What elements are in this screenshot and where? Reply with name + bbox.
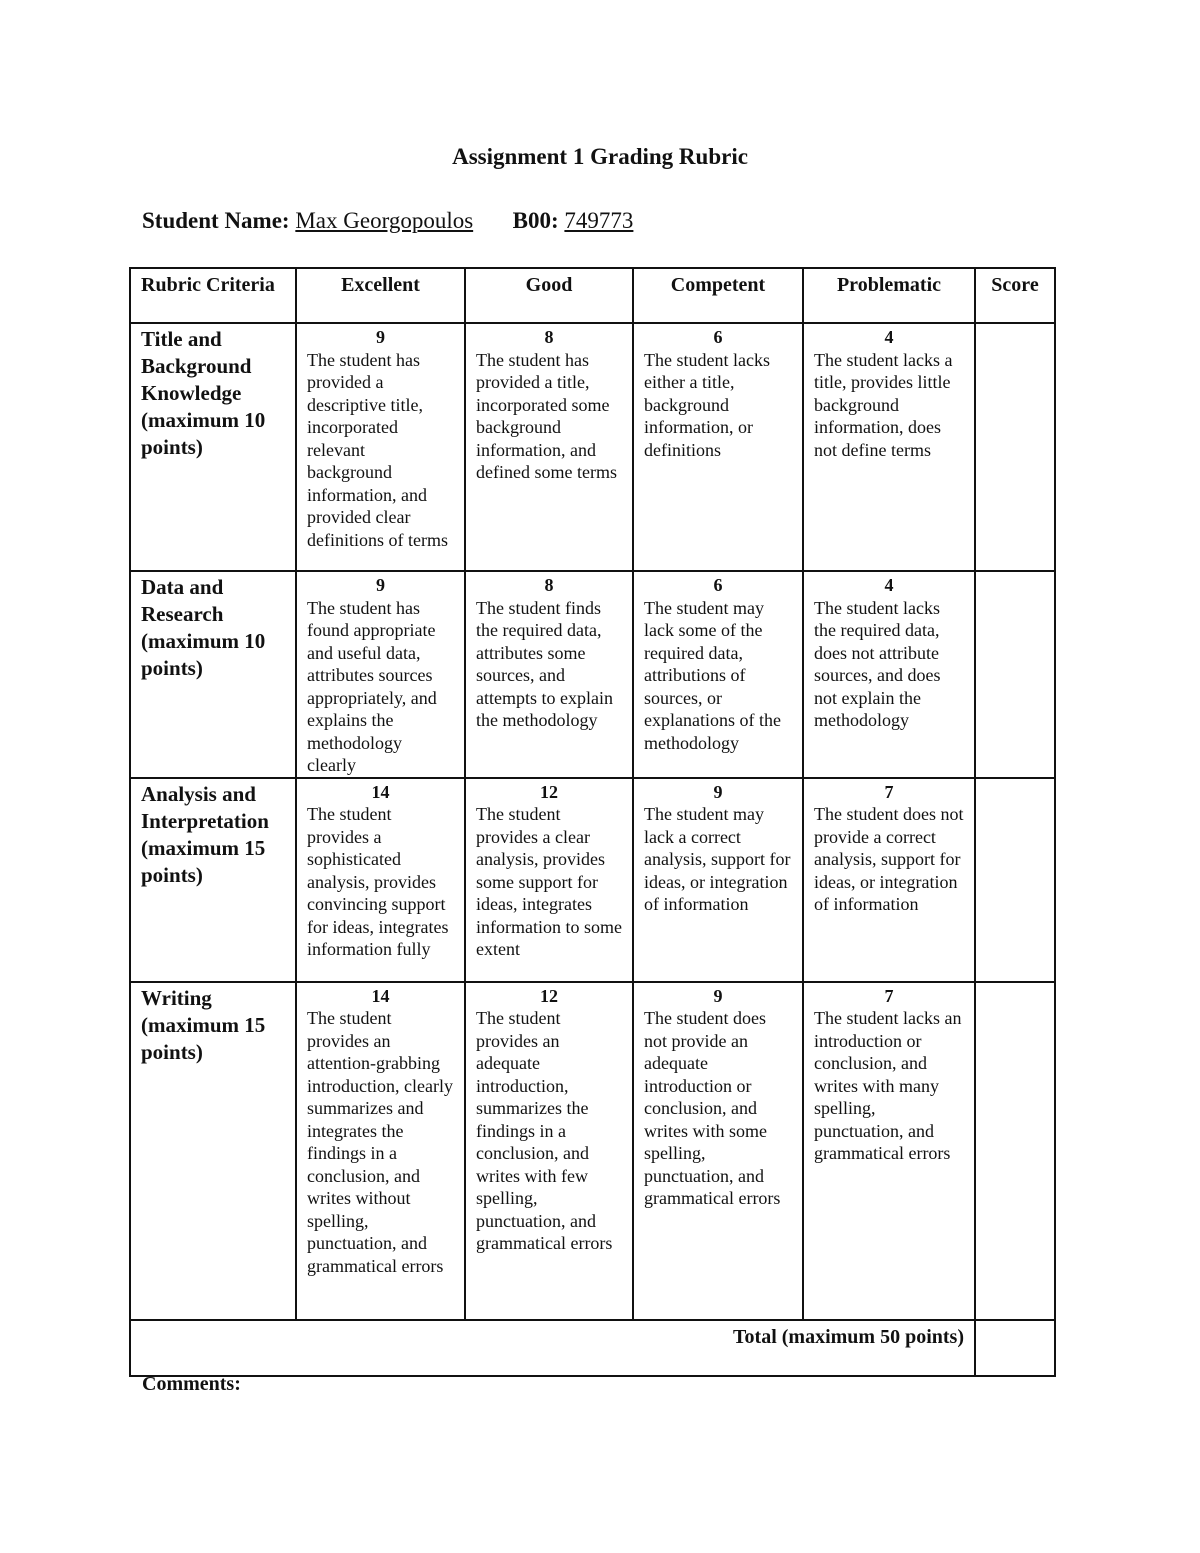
- rating-points: 7: [884, 781, 894, 802]
- table-row: [130, 571, 1055, 778]
- rating-points: 14: [371, 781, 390, 802]
- rating-description: The student has provided a descriptive title, incorporated relevant background information, and provided clear definitions of terms: [307, 349, 448, 550]
- rating-description: The student may lack some of the required data, attributions of sources, or explanations of the methodology: [644, 597, 781, 753]
- rating-description: The student lacks a title, provides little background information, does not define terms: [814, 349, 953, 460]
- rubric-table: [129, 267, 1056, 1377]
- score-cell[interactable]: [975, 571, 1055, 778]
- rating-points: 12: [540, 781, 558, 802]
- rating-cell: [803, 982, 975, 1320]
- rating-points: 4: [884, 327, 894, 347]
- student-info-line: [142, 206, 633, 236]
- rating-cell: [633, 571, 803, 778]
- rating-points: 9: [713, 985, 723, 1006]
- total-label: Total (maximum 50 points): [130, 1320, 975, 1376]
- comments-label: Comments:: [142, 1373, 241, 1395]
- page-title: Assignment 1 Grading Rubric: [452, 144, 748, 169]
- header-score: Score: [975, 268, 1055, 323]
- rating-description: The student provides an attention-grabbing introduction, clearly summarizes and integrates the findings in a conclusion, and writes without spelling, punctuation, and grammatical errors: [307, 1008, 453, 1276]
- table-row: [130, 982, 1055, 1320]
- rating-description: The student provides a sophisticated analysis, provides convincing support for ideas, integrates information fully: [307, 804, 449, 959]
- rating-points: 14: [371, 985, 390, 1006]
- rating-cell: [465, 323, 633, 571]
- rating-description: The student provides a clear analysis, provides some support for ideas, integrates information to some extent: [476, 804, 622, 959]
- rating-cell: [803, 323, 975, 571]
- rating-description: The student may lack a correct analysis, support for ideas, or integration of information: [644, 804, 791, 914]
- rating-cell: [296, 982, 465, 1320]
- rating-points: 6: [713, 327, 723, 347]
- table-row: [130, 778, 1055, 982]
- rating-description: The student does not provide an adequate introduction or conclusion, and writes with some spelling, punctuation, and grammatical errors: [644, 1008, 781, 1208]
- total-row: [130, 1320, 1055, 1376]
- student-name-value: Max Georgopoulos: [295, 208, 474, 233]
- header-rubric-criteria: Rubric Criteria: [130, 268, 296, 323]
- header-good: Good: [465, 268, 633, 323]
- rating-description: The student lacks either a title, background information, or definitions: [644, 349, 770, 460]
- header-competent: Competent: [633, 268, 803, 323]
- rating-points: 12: [540, 985, 558, 1006]
- rating-description: The student provides an adequate introduction, summarizes the findings in a conclusion, and writes with few spelling, punctuation, and grammatical errors: [476, 1008, 613, 1253]
- student-id-label: B00:: [512, 208, 559, 233]
- criterion-data-research: Data and Research (maximum 10 points): [130, 571, 296, 778]
- rating-points: 8: [544, 575, 554, 595]
- rating-points: 8: [544, 327, 554, 347]
- rating-points: 7: [884, 985, 894, 1006]
- rating-description: The student lacks an introduction or conclusion, and writes with many spelling, punctuation, and grammatical errors: [814, 1008, 962, 1163]
- rating-description: The student finds the required data, attributes some sources, and attempts to explain the methodology: [476, 597, 613, 730]
- student-id-value: 749773: [564, 208, 634, 233]
- rating-cell: [465, 778, 633, 982]
- score-cell[interactable]: [975, 323, 1055, 571]
- rating-cell: [633, 323, 803, 571]
- rating-cell: [296, 571, 465, 778]
- rating-cell: [803, 778, 975, 982]
- criterion-analysis-interpretation: Analysis and Interpretation (maximum 15 points): [130, 778, 296, 982]
- score-cell[interactable]: [975, 778, 1055, 982]
- rating-cell: [633, 778, 803, 982]
- rating-description: The student has found appropriate and useful data, attributes sources appropriately, and explains the methodology clearly: [307, 597, 437, 775]
- rating-points: 6: [713, 575, 723, 595]
- rating-description: The student lacks the required data, does not attribute sources, and does not explain the methodology: [814, 597, 941, 730]
- rating-description: The student does not provide a correct analysis, support for ideas, or integration of information: [814, 804, 964, 914]
- criterion-title-background: Title and Background Knowledge (maximum 10 points): [130, 323, 296, 571]
- header-excellent: Excellent: [296, 268, 465, 323]
- rating-cell: [296, 778, 465, 982]
- rating-points: 4: [884, 575, 894, 595]
- rating-cell: [296, 323, 465, 571]
- total-score-cell[interactable]: [975, 1320, 1055, 1376]
- rating-cell: [633, 982, 803, 1320]
- rating-cell: [465, 571, 633, 778]
- rating-points: 9: [376, 575, 385, 595]
- rating-description: The student has provided a title, incorporated some background information, and defined some terms: [476, 349, 617, 482]
- table-header-row: [130, 268, 1055, 323]
- rating-cell: [803, 571, 975, 778]
- rating-points: 9: [376, 327, 385, 347]
- rating-cell: [465, 982, 633, 1320]
- criterion-writing: Writing (maximum 15 points): [130, 982, 296, 1320]
- score-cell[interactable]: [975, 982, 1055, 1320]
- rating-points: 9: [713, 781, 723, 802]
- student-name-label: Student Name:: [142, 208, 290, 233]
- header-problematic: Problematic: [803, 268, 975, 323]
- table-row: [130, 323, 1055, 571]
